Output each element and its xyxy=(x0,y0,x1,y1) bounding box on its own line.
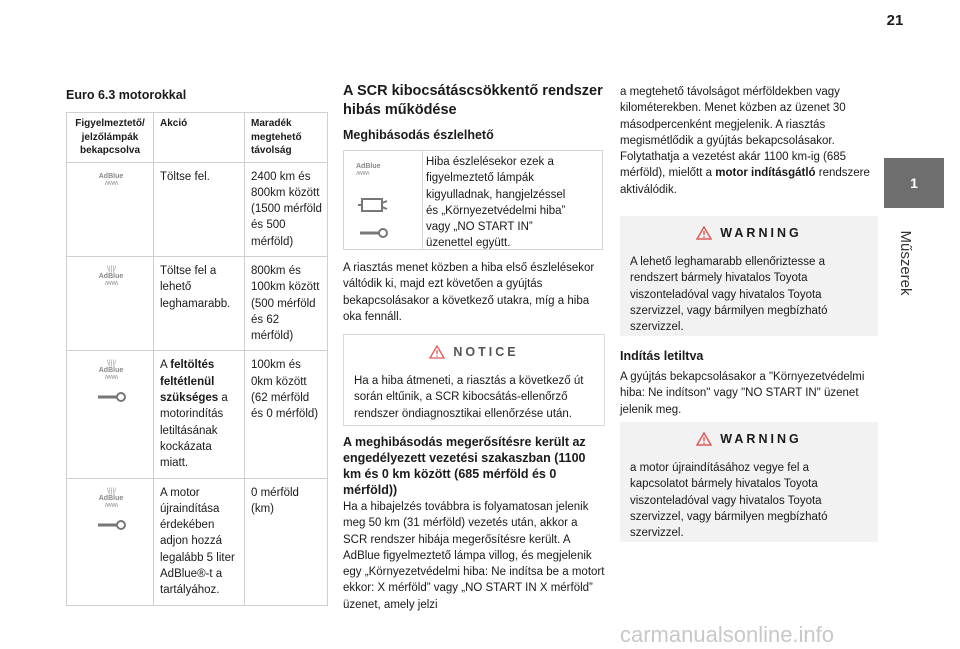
engine-icon xyxy=(358,195,388,215)
alert-paragraph: A riasztás menet közben a hiba első észlelésekor váltódik ki, majd ezt követően a gyújtás bekapcsolásakor a következő utakra, míg a hiba oka fennáll. xyxy=(343,262,595,323)
warning-title: WARNING xyxy=(720,226,802,240)
page-number: 21 xyxy=(886,12,904,29)
warning-text: a motor újraindításához vegye fel a kapcsolatot bármely hivatalos Toyota viszonteladóval vagy hivatalos Toyota szervizzel, vagy bármilyen megbízható szervizzel. xyxy=(630,462,828,540)
col-header-action: Akció xyxy=(154,113,245,162)
adblue-icon: AdBlue ʌʌʌʌʌ xyxy=(356,163,381,177)
adblue-blinking-icon: \ | | | / AdBlue ʌʌʌʌʌ xyxy=(98,487,124,509)
detect-description: Hiba észlelésekor ezek a figyelmeztető lámpák kigyulladnak, hangjelzéssel és „Környezetvédelmi hiba” vagy „NO START IN” üzenettel együtt. xyxy=(426,156,566,250)
wrench-icon xyxy=(96,519,126,531)
table-row xyxy=(67,162,327,256)
adblue-blinking-icon: \ | | | / AdBlue ʌʌʌʌʌ xyxy=(98,360,124,382)
table-row xyxy=(67,256,327,350)
action-cell: Töltse fel. xyxy=(154,162,245,256)
warning-table xyxy=(66,112,328,606)
warning-title: WARNING xyxy=(720,432,802,446)
subsection-start-disabled: Indítás letiltva xyxy=(620,349,704,363)
caution-icon xyxy=(429,345,445,359)
chapter-tab[interactable]: 1 xyxy=(884,158,944,208)
notice-box xyxy=(343,334,605,426)
start-disabled-paragraph: A gyújtás bekapcsolásakor a "Környezetvédelmi hiba: Ne indítson" vagy "NO START IN" üzenet jelenik meg. xyxy=(620,371,865,416)
action-cell: Töltse fel a lehető leghamarabb. xyxy=(154,256,245,350)
subsection-confirmed: A meghibásodás megerősítésre került az engedélyezett vezetési szakaszban (1100 km és 0 km között (685 mérföld és 0 mérföld)) xyxy=(343,435,586,497)
warning-box-1 xyxy=(620,216,878,336)
chapter-label: Műszerek xyxy=(897,230,914,296)
table-row xyxy=(67,351,327,478)
table-row xyxy=(67,478,327,605)
distance-cell: 2400 km és 800km között (1500 mérföld és 500 mérföld) xyxy=(245,162,328,256)
notice-title: NOTICE xyxy=(453,345,519,359)
warning-text: A lehető leghamarabb ellenőriztesse a rendszert bármely hivatalos Toyota viszonteladóval vagy hivatalos Toyota szervizzel, vagy bármilyen megbízható szervizzel. xyxy=(630,256,828,334)
adblue-icon: AdBlue ʌʌʌʌʌ xyxy=(67,162,154,256)
section-title: A SCR kibocsátáscsökkentő rendszer hibás működése xyxy=(343,83,603,118)
distance-cell: 800km és 100km között (500 mérföld és 62 mérföld) xyxy=(245,256,328,350)
adblue-blinking-icon: \ | | | / AdBlue ʌʌʌʌʌ xyxy=(67,256,154,350)
wrench-icon xyxy=(96,391,126,403)
confirmed-paragraph: Ha a hibajelzés továbbra is folyamatosan jelenik meg 50 km (31 mérföld) vezetés után, akkor a SCR rendszer hibája megerősítésre került. A AdBlue figyelmeztető lámpa villog, és megjelenik egy „Környezetvédelmi hiba: Ne indítsa be a motort ekkor: X mérföld” vagy „NO START IN X mérföld” üzenet, amely jelzi xyxy=(343,501,605,611)
lamps-panel xyxy=(343,150,603,250)
distance-paragraph: a megtehető távolságot mérföldekben vagy kilométerekben. Menet közben az üzenet 30 másodpercenként megjelenik. A riasztás megismétlődik a gyújtás bekapcsolásakor. Folytathatja a vezetést akár 1100 km-ig (685 mérföld), mielőtt a motor indításgátló rendszere aktiválódik. xyxy=(620,86,870,196)
distance-cell: 100km és 0km között (62 mérföld és 0 mérföld) xyxy=(245,351,328,478)
col-header-distance: Maradék megtehető távolság xyxy=(251,118,302,156)
warning-triangle-icon xyxy=(696,432,712,446)
action-cell: A feltöltés feltétlenül szükséges a motorindítás letiltásának kockázata miatt. xyxy=(154,351,245,478)
col-header-lamps: Figyelmeztető/ jelzőlámpák bekapcsolva xyxy=(67,113,154,162)
wrench-icon xyxy=(358,227,388,239)
warning-triangle-icon xyxy=(696,226,712,240)
left-heading: Euro 6.3 motorokkal xyxy=(66,88,187,102)
warning-box-2 xyxy=(620,422,878,542)
notice-text: Ha a hiba átmeneti, a riasztás a következő út során eltűnik, a SCR kibocsátás-ellenőrző rendszer öndiagnosztikai ellenőrzése után. xyxy=(354,375,584,420)
action-cell: A motor újraindítása érdekében adjon hozzá legalább 5 liter AdBlue®-t a tartályához. xyxy=(154,478,245,605)
subsection-detectable: Meghibásodás észlelhető xyxy=(343,128,494,142)
distance-cell: 0 mérföld (km) xyxy=(245,478,328,605)
watermark: carmanualsonline.info xyxy=(620,622,835,647)
